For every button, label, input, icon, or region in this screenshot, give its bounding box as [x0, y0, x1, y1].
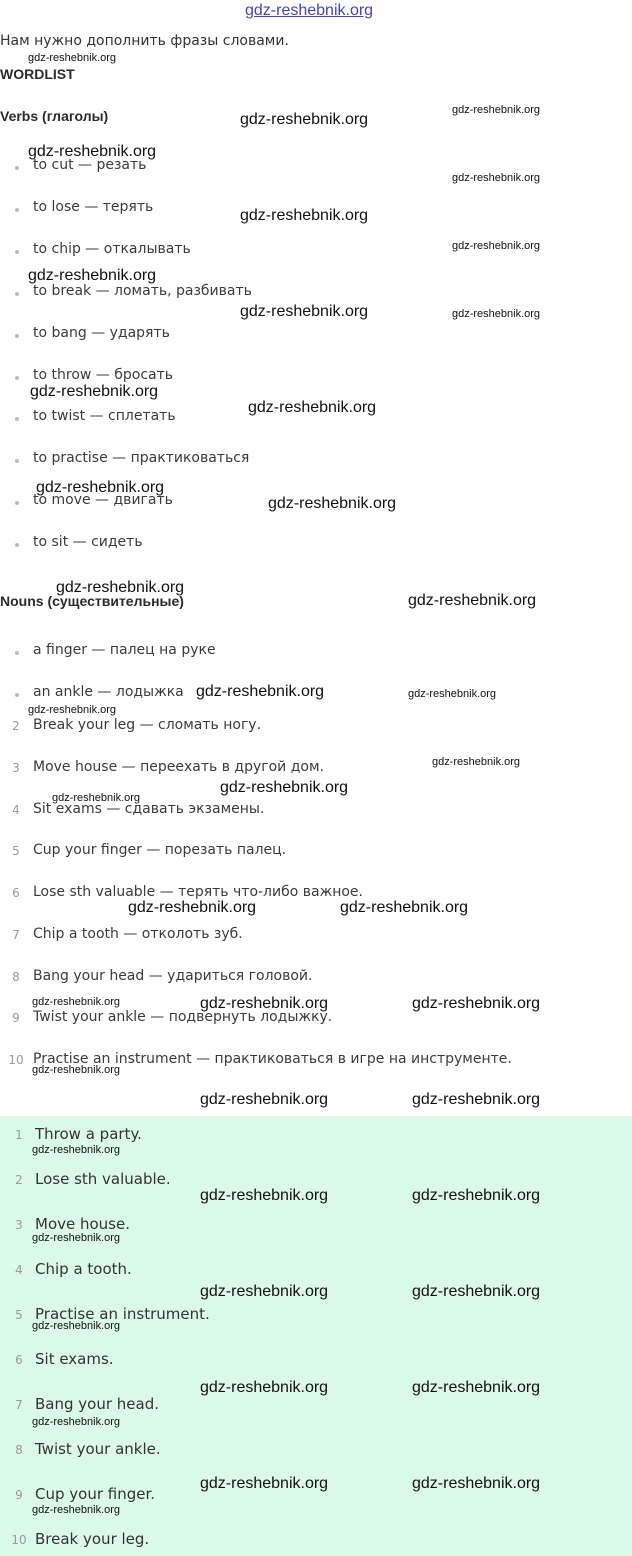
- watermark: gdz-reshebnik.org: [200, 1091, 329, 1108]
- answer-item: Move house.: [35, 1215, 130, 1233]
- watermark: gdz-reshebnik.org: [240, 111, 369, 128]
- nouns-heading: Nouns (существительные): [0, 593, 184, 609]
- watermark: gdz-reshebnik.org: [408, 592, 537, 609]
- watermark: gdz-reshebnik.org: [200, 1379, 329, 1396]
- list-item: to sit — сидеть: [33, 534, 143, 550]
- watermark: gdz-reshebnik.org: [32, 1416, 121, 1428]
- bullet: [15, 543, 19, 547]
- watermark: gdz-reshebnik.org: [28, 704, 117, 716]
- answer-number: 1: [15, 1128, 23, 1142]
- answer-item: Break your leg.: [35, 1530, 150, 1548]
- watermark: gdz-reshebnik.org: [412, 1379, 541, 1396]
- answer-item: Sit exams.: [35, 1350, 114, 1368]
- watermark: gdz-reshebnik.org: [248, 399, 377, 416]
- list-item: to practise — практиковаться: [33, 450, 250, 466]
- list-item: to twist — сплетать: [33, 408, 176, 424]
- item-number: 6: [12, 886, 20, 900]
- watermark: gdz-reshebnik.org: [200, 995, 329, 1012]
- answer-number: 2: [15, 1173, 23, 1187]
- bullet: [15, 292, 19, 296]
- watermark: gdz-reshebnik.org: [268, 495, 397, 512]
- list-item: Lose sth valuable — терять что-либо важное.: [33, 884, 363, 900]
- watermark: gdz-reshebnik.org: [412, 1187, 541, 1204]
- item-number: 9: [12, 1011, 20, 1025]
- watermark: gdz-reshebnik.org: [28, 52, 117, 64]
- item-number: 10: [8, 1053, 24, 1067]
- verbs-heading: Verbs (глаголы): [0, 108, 109, 124]
- watermark: gdz-reshebnik.org: [28, 267, 157, 284]
- answer-item: Cup your finger.: [35, 1485, 156, 1503]
- watermark: gdz-reshebnik.org: [200, 1475, 329, 1492]
- watermark: gdz-reshebnik.org: [32, 1320, 121, 1332]
- watermark: gdz-reshebnik.org: [196, 683, 325, 700]
- list-item: to break — ломать, разбивать: [33, 283, 252, 299]
- answer-number: 8: [15, 1443, 23, 1457]
- intro-text: Нам нужно дополнить фразы словами.: [0, 33, 289, 49]
- watermark: gdz-reshebnik.org: [412, 995, 541, 1012]
- list-item: Twist your ankle — подвернуть лодыжку.: [33, 1009, 333, 1025]
- watermark: gdz-reshebnik.org: [452, 308, 541, 320]
- bullet: [15, 250, 19, 254]
- answer-item: Twist your ankle.: [35, 1440, 161, 1458]
- watermark: gdz-reshebnik.org: [452, 240, 541, 252]
- bullet: [15, 334, 19, 338]
- watermark: gdz-reshebnik.org: [128, 899, 257, 916]
- bullet: [15, 459, 19, 463]
- bullet: [15, 376, 19, 380]
- answer-number: 7: [15, 1398, 23, 1412]
- answer-number: 5: [15, 1308, 23, 1322]
- item-number: 7: [12, 928, 20, 942]
- answer-number: 4: [15, 1263, 23, 1277]
- bullet: [15, 501, 19, 505]
- list-item: Cup your finger — порезать палец.: [33, 842, 287, 858]
- item-number: 5: [12, 844, 20, 858]
- watermark: gdz-reshebnik.org: [452, 104, 541, 116]
- list-item: to move — двигать: [33, 492, 173, 508]
- item-number: 3: [12, 761, 20, 775]
- list-item: Move house — переехать в другой дом.: [33, 759, 324, 775]
- item-number: 8: [12, 970, 20, 984]
- list-item: Sit exams — сдавать экзамены.: [33, 801, 265, 817]
- list-item: an ankle — лодыжка: [33, 684, 184, 700]
- wordlist-title: WORDLIST: [0, 66, 75, 82]
- answer-item: Bang your head.: [35, 1395, 159, 1413]
- watermark: gdz-reshebnik.org: [32, 1504, 121, 1516]
- watermark: gdz-reshebnik.org: [240, 303, 369, 320]
- watermark: gdz-reshebnik.org: [432, 756, 521, 768]
- watermark: gdz-reshebnik.org: [30, 383, 159, 400]
- watermark: gdz-reshebnik.org: [32, 996, 121, 1008]
- list-item: to bang — ударять: [33, 325, 170, 341]
- watermark: gdz-reshebnik.org: [32, 1144, 121, 1156]
- watermark: gdz-reshebnik.org: [408, 688, 497, 700]
- watermark: gdz-reshebnik.org: [52, 792, 141, 804]
- watermark: gdz-reshebnik.org: [412, 1091, 541, 1108]
- watermark: gdz-reshebnik.org: [32, 1064, 121, 1076]
- answer-number: 6: [15, 1353, 23, 1367]
- list-item: to throw — бросать: [33, 367, 173, 383]
- list-item: Chip a tooth — отколоть зуб.: [33, 926, 243, 942]
- list-item: to lose — терять: [33, 199, 154, 215]
- bullet: [15, 693, 19, 697]
- watermark: gdz-reshebnik.org: [28, 143, 157, 160]
- watermark: gdz-reshebnik.org: [32, 1232, 121, 1244]
- answer-item: Practise an instrument.: [35, 1305, 210, 1323]
- answer-item: Throw a party.: [35, 1125, 142, 1143]
- list-item: Break your leg — сломать ногу.: [33, 717, 262, 733]
- watermark: gdz-reshebnik.org: [240, 207, 369, 224]
- watermark: gdz-reshebnik.org: [200, 1187, 329, 1204]
- bullet: [15, 208, 19, 212]
- watermark: gdz-reshebnik.org: [412, 1475, 541, 1492]
- answer-item: Chip a tooth.: [35, 1260, 132, 1278]
- list-item: Bang your head — удариться головой.: [33, 968, 313, 984]
- watermark: gdz-reshebnik.org: [56, 579, 185, 596]
- answer-item: Lose sth valuable.: [35, 1170, 171, 1188]
- list-item: to chip — откалывать: [33, 241, 191, 257]
- watermark: gdz-reshebnik.org: [340, 899, 469, 916]
- answer-number: 10: [11, 1533, 27, 1547]
- answer-number: 3: [15, 1218, 23, 1232]
- item-number: 2: [12, 719, 20, 733]
- answer-number: 9: [15, 1488, 23, 1502]
- list-item: Practise an instrument — практиковаться в игре на инструменте.: [33, 1051, 512, 1067]
- bullet: [15, 651, 19, 655]
- watermark-link[interactable]: gdz-reshebnik.org: [245, 2, 374, 19]
- watermark: gdz-reshebnik.org: [36, 479, 165, 496]
- list-item: a finger — палец на руке: [33, 642, 216, 658]
- list-item: to cut — резать: [33, 157, 147, 173]
- bullet: [15, 166, 19, 170]
- bullet: [15, 417, 19, 421]
- item-number: 4: [12, 803, 20, 817]
- watermark: gdz-reshebnik.org: [412, 1283, 541, 1300]
- watermark: gdz-reshebnik.org: [220, 779, 349, 796]
- watermark: gdz-reshebnik.org: [452, 172, 541, 184]
- watermark: gdz-reshebnik.org: [200, 1283, 329, 1300]
